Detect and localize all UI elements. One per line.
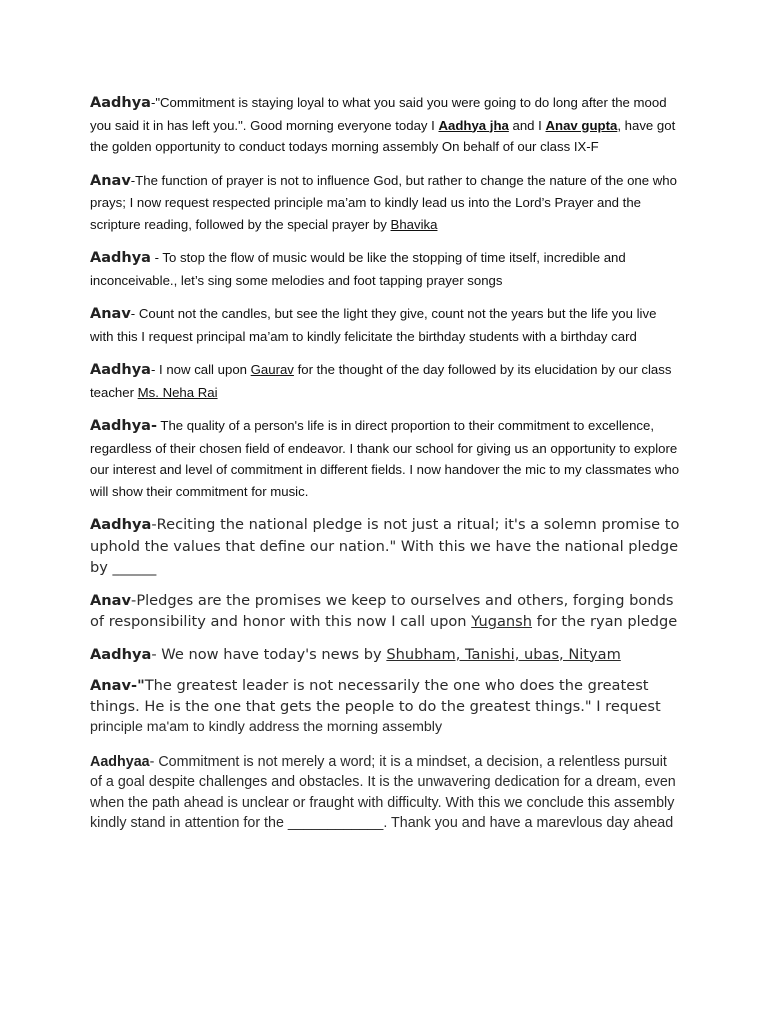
- paragraph-text: - To stop the flow of music would be like the stopping of time itself, incredible and inconceivable., let’s sing some melodies and foot tapping prayer songs: [90, 250, 626, 288]
- host-name: Aadhya jha: [438, 117, 509, 133]
- speaker-label: Aadhya: [90, 516, 152, 533]
- paragraph-text: , have got the golden opportunity to conduct todays morning assembly On behalf of our class IX-F: [90, 117, 676, 154]
- paragraph-text: - Commitment is not merely a word; it is a mindset, a decision, a relentless pursuit of a goal despite challenges and obstacles. It is the unwavering dedication for a dream, even when the path ahead is unclear or fraught with difficulty. With this we conclude this assembly kindly stand in attention for the: [90, 753, 676, 832]
- speaker-label: Aadhya: [90, 250, 151, 266]
- teacher-name: Ms. Neha Rai: [137, 384, 218, 400]
- paragraph-11: [90, 752, 680, 834]
- paragraph-text: and I: [508, 117, 546, 133]
- blank-line: ______: [112, 559, 157, 576]
- paragraph-5: [90, 359, 680, 403]
- paragraph-9: [90, 644, 680, 666]
- paragraph-text: The quality of a person's life is in direct proportion to their commitment to excellence, regardless of their chosen field of endeavor. I thank our school for giving us an opportunity to explore our interest and level of commitment in different fields. I now handover the mic to my classmates who will show their commitment for music.: [90, 418, 680, 499]
- paragraph-6: [90, 415, 680, 502]
- host-name: Anav gupta: [545, 117, 618, 133]
- paragraph-1: [90, 92, 680, 158]
- paragraph-3: [90, 247, 680, 291]
- paragraph-text: -Reciting the national pledge is not just a ritual; it's a solemn promise to uphold the values that define our nation." With this we have the national pledge by: [90, 516, 680, 576]
- blank-line: ____________: [287, 815, 384, 832]
- participant-names: Shubham, Tanishi, ubas, Nityam: [386, 645, 621, 663]
- paragraph-text: principle ma'am to kindly address the morning assembly: [90, 719, 443, 735]
- paragraph-text: -The function of prayer is not to influence God, but rather to change the nature of the one who prays; I now request respected principle ma’am to kindly lead us into the Lord’s Prayer and the scripture reading, followed by the special prayer by: [90, 172, 677, 232]
- paragraph-text: -Pledges are the promises we keep to ourselves and others, forging bonds of responsibility and honor with this now I call upon: [90, 591, 674, 630]
- speaker-label: Anav-": [90, 677, 145, 694]
- participant-name: Gaurav: [250, 362, 294, 377]
- paragraph-text: . Thank you and have a marevlous day ahead: [383, 815, 674, 832]
- paragraph-text: -"Commitment is staying loyal to what you said you were going to do long after the mood you said it in has left you.". Good morning everyone today I: [90, 95, 667, 133]
- paragraph-7: [90, 514, 680, 579]
- paragraph-4: [90, 303, 680, 347]
- speaker-label: Anav: [90, 591, 132, 609]
- paragraph-text: - We now have today's news by: [151, 645, 387, 663]
- paragraph-text: for the thought of the day followed by its elucidation by our class teacher: [90, 362, 672, 400]
- paragraph-text: for the ryan pledge: [532, 613, 678, 630]
- paragraph-8: [90, 590, 680, 633]
- paragraph-text: - I now call upon: [150, 362, 251, 377]
- speaker-label: Aadhya: [90, 95, 151, 111]
- paragraph-text: - Count not the candles, but see the light they give, count not the years but the life you live with this I request principal ma’am to kindly felicitate the birthday students with a birthday card: [90, 306, 657, 344]
- speaker-label: Aadhya-: [90, 418, 157, 434]
- paragraph-text: The greatest leader is not necessarily the one who does the greatest things. He is the one that gets the people to do the greatest things." I request: [90, 677, 661, 715]
- speaker-label: Anav: [90, 172, 131, 189]
- paragraph-10: [90, 676, 680, 738]
- speaker-label: Aadhya: [90, 362, 151, 378]
- participant-name: Bhavika: [390, 216, 438, 232]
- speaker-label: Aadhya: [90, 645, 152, 663]
- participant-name: Yugansh: [471, 613, 533, 630]
- speaker-label: Anav: [90, 306, 131, 322]
- paragraph-2: [90, 170, 680, 236]
- speaker-label: Aadhyaa: [90, 753, 150, 770]
- document-page: [90, 92, 680, 846]
